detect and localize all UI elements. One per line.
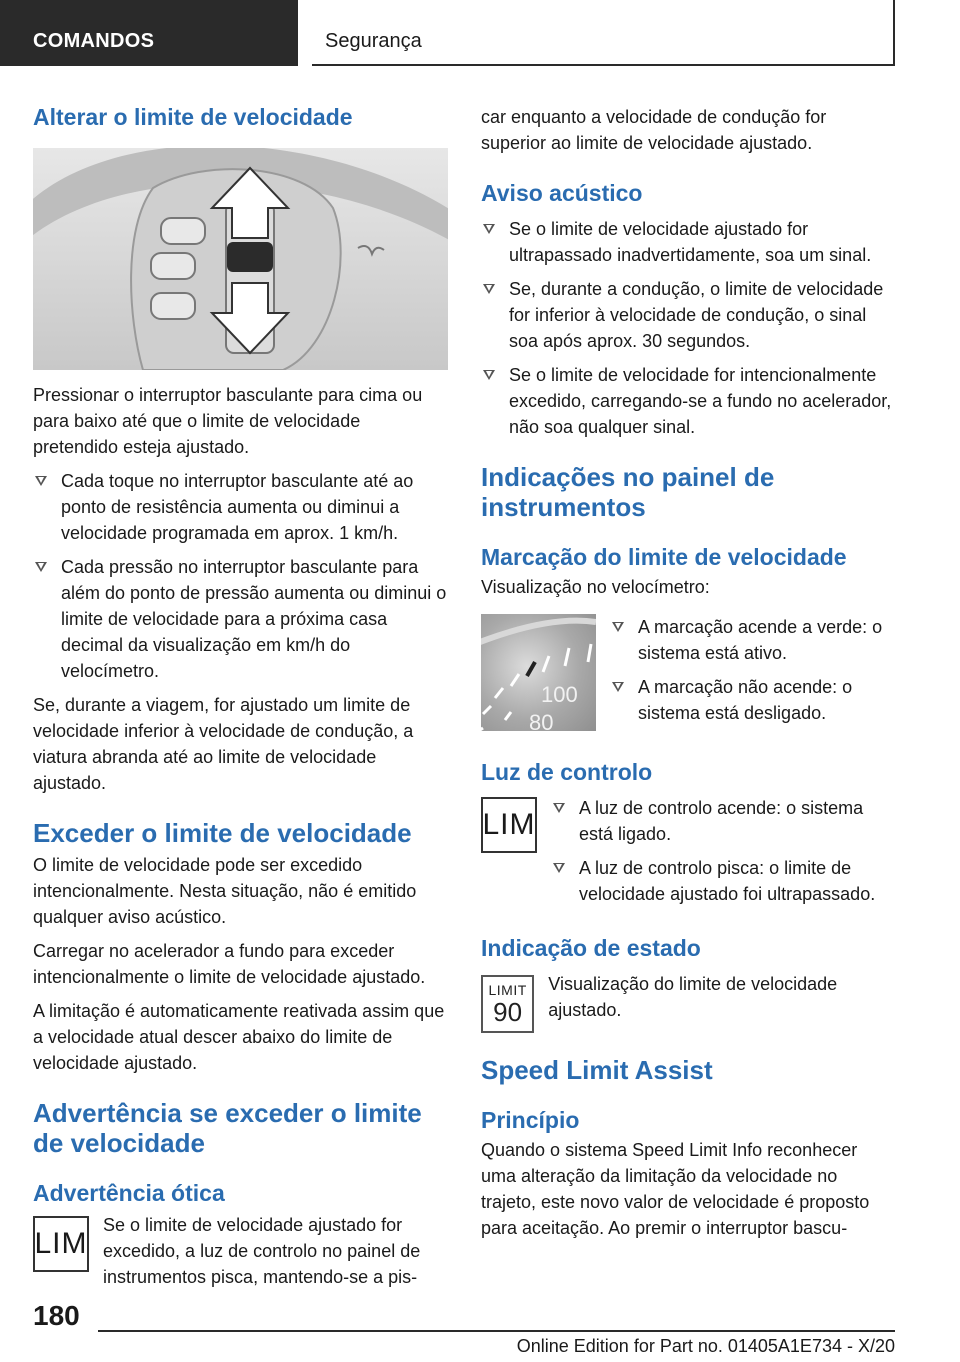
triangle-bullet-icon — [612, 682, 624, 692]
luz-figure-row — [481, 797, 896, 907]
speedo-label-80: 80 — [529, 710, 554, 731]
paragraph-viagem: Se, durante a viagem, for ajustado um limite de velocidade inferior à velocidade de condução, a viatura abranda até ao limite de velocidade ajustado. — [33, 695, 414, 793]
steering-wheel-illustration — [33, 148, 448, 370]
list-item: Se o limite de velocidade ajustado for ultrapassado inadvertidamente, soa um sinal. — [481, 216, 896, 268]
paragraph-exceder-1: O limite de velocidade pode ser excedido intencionalmente. Nesta situação, não é emitido qualquer aviso acústico. — [33, 855, 417, 927]
estado-figure-row — [481, 975, 896, 1033]
marcacao-figure-row — [481, 614, 896, 731]
heading-marcacao: Marcação do limite de velocidade — [481, 544, 847, 570]
heading-exceder: Exceder o limite de velocidade — [33, 818, 412, 848]
paragraph-otica: Se o limite de velocidade ajustado for excedido, a luz de controlo no painel de instrumentos pisca, mantendo-se a pis- — [103, 1215, 421, 1287]
paragraph-estado: Visualização do limite de velocidade ajustado. — [548, 974, 838, 1020]
lim-indicator-icon: LIM — [481, 797, 537, 853]
left-column — [33, 100, 448, 1290]
paragraph-exceder-3: A limitação é automaticamente reativada assim que a velocidade atual descer abaixo do limite de velocidade ajustado. — [33, 1001, 445, 1073]
paragraph-exceder-2: Carregar no acelerador a fundo para exceder intencionalmente o limite de velocidade ajustado. — [33, 941, 426, 987]
heading-indicacoes: Indicações no painel de instrumentos — [481, 462, 775, 522]
speedometer-illustration — [481, 614, 596, 731]
list-item: Cada toque no interruptor basculante até ao ponto de resistência aumenta ou diminui a velocidade programada em aprox. 1 km/h. — [33, 468, 448, 546]
paragraph-principio: Quando o sistema Speed Limit Info reconhecer uma alteração da limitação da velocidade no trajeto, este novo valor de velocidade é proposto para aceitação. Ao premir o interruptor bascu- — [481, 1140, 870, 1238]
list-item: Se, durante a condução, o limite de velocidade for inferior à velocidade de condução, o sinal soa após aprox. 30 segundos. — [481, 276, 896, 354]
otica-figure-row — [33, 1216, 448, 1290]
list-item: A luz de controlo pisca: o limite de velocidade ajustado foi ultrapassado. — [551, 855, 896, 907]
triangle-bullet-icon — [483, 224, 495, 234]
section-tab: COMANDOS — [0, 0, 298, 66]
triangle-bullet-icon — [35, 562, 47, 572]
list-item: Se o limite de velocidade for intencionalmente excedido, carregando-se a fundo no acelerador, não soa qualquer sinal. — [481, 362, 896, 440]
speedo-label-100: 100 — [541, 682, 578, 707]
page-number: 180 — [33, 1300, 80, 1331]
heading-estado: Indicação de estado — [481, 935, 701, 961]
paragraph-pressionar: Pressionar o interruptor basculante para cima ou para baixo até que o limite de velocidade pretendido esteja ajustado. — [33, 385, 423, 457]
heading-otica: Advertência ótica — [33, 1180, 225, 1206]
footer-edition: Online Edition for Part no. 01405A1E734 - X/20 — [516, 1336, 895, 1356]
paragraph-visualizacao: Visualização no velocímetro: — [481, 577, 710, 597]
bullets-luz — [551, 787, 896, 907]
heading-speed-limit-assist: Speed Limit Assist — [481, 1055, 713, 1085]
heading-aviso: Aviso acústico — [481, 180, 643, 206]
triangle-bullet-icon — [553, 863, 565, 873]
heading-principio: Princípio — [481, 1107, 580, 1133]
list-item: A marcação não acende: o sistema está desligado. — [610, 674, 896, 726]
bullets-marcacao — [610, 606, 896, 731]
heading-luz: Luz de controlo — [481, 759, 653, 785]
heading-advertencia: Advertência se exceder o limite de velocidade — [33, 1098, 422, 1158]
page-header — [0, 0, 960, 66]
bullets-alterar — [33, 468, 448, 684]
paragraph-continuation: car enquanto a velocidade de condução for superior ao limite de velocidade ajustado. — [481, 107, 827, 153]
triangle-bullet-icon — [483, 284, 495, 294]
triangle-bullet-icon — [483, 370, 495, 380]
right-column — [481, 100, 896, 1241]
lim-indicator-icon: LIM — [33, 1216, 89, 1272]
list-item: A luz de controlo acende: o sistema está ligado. — [551, 795, 896, 847]
footer-divider — [98, 1330, 895, 1332]
list-item: Cada pressão no interruptor basculante para além do ponto de pressão aumenta ou diminui o limite de velocidade para a próxima casa decimal da visualização em km/h do velocímetro. — [33, 554, 448, 684]
triangle-bullet-icon — [553, 803, 565, 813]
subsection-title: Segurança — [312, 0, 895, 66]
triangle-bullet-icon — [612, 622, 624, 632]
bullets-aviso — [481, 216, 896, 440]
speed-limit-status-icon: LIMIT 90 — [481, 975, 534, 1033]
triangle-bullet-icon — [35, 476, 47, 486]
heading-alterar: Alterar o limite de velocidade — [33, 104, 353, 130]
list-item: A marcação acende a verde: o sistema está ativo. — [610, 614, 896, 666]
